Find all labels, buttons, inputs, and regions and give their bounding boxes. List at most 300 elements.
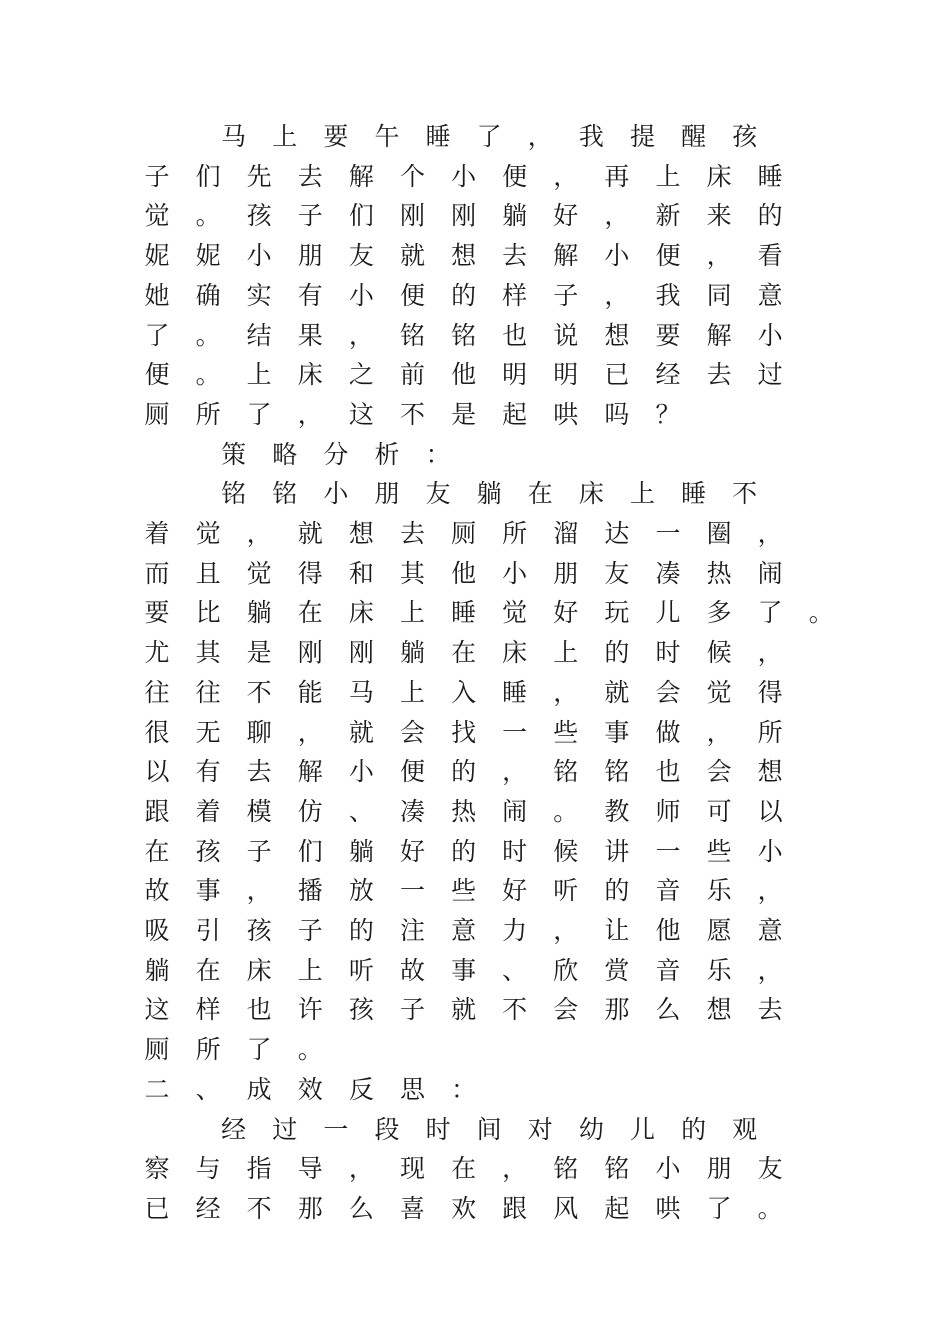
text-char: 说 bbox=[553, 320, 579, 350]
text-char: 觉 bbox=[195, 519, 221, 548]
text-char: 意 bbox=[451, 916, 477, 945]
text-char: 了 bbox=[246, 1035, 272, 1065]
text-line bbox=[0, 911, 950, 951]
text-char: 策 bbox=[221, 439, 247, 469]
text-char: 觉 bbox=[246, 558, 272, 588]
text-char: 故 bbox=[399, 955, 425, 985]
text-char: 凑 bbox=[655, 558, 681, 588]
text-char: 不 bbox=[502, 995, 528, 1025]
text-char: 想 bbox=[604, 320, 630, 350]
text-char: 已 bbox=[144, 1193, 170, 1223]
text-char: 效 bbox=[297, 1074, 323, 1104]
text-char: 孩 bbox=[348, 995, 374, 1025]
text-char: 分 bbox=[323, 439, 349, 469]
text-char: 新 bbox=[655, 201, 681, 231]
text-line bbox=[0, 117, 950, 157]
text-char: 时 bbox=[655, 638, 681, 668]
text-char: ， bbox=[348, 320, 374, 350]
text-char: 小 bbox=[502, 558, 528, 588]
text-char: 么 bbox=[348, 1193, 374, 1223]
text-line bbox=[0, 276, 950, 316]
text-char: 解 bbox=[553, 241, 579, 271]
text-char: 她 bbox=[144, 280, 170, 310]
text-line bbox=[0, 435, 950, 475]
text-char: 床 bbox=[246, 955, 272, 985]
text-char: 跟 bbox=[502, 1193, 528, 1223]
text-char: 模 bbox=[246, 796, 272, 826]
text-char: 上 bbox=[399, 677, 425, 707]
text-char: 去 bbox=[502, 241, 528, 271]
text-char: 马 bbox=[221, 122, 247, 151]
text-char: 床 bbox=[348, 598, 374, 628]
text-char: ， bbox=[757, 638, 783, 668]
text-char: 上 bbox=[246, 360, 272, 390]
text-char: 子 bbox=[246, 836, 272, 866]
text-char: 注 bbox=[399, 916, 425, 945]
text-char: 意 bbox=[757, 916, 783, 945]
text-char: ， bbox=[297, 399, 323, 429]
text-char: 候 bbox=[553, 836, 579, 866]
text-char: 往 bbox=[195, 677, 221, 707]
text-char: 解 bbox=[348, 161, 374, 191]
text-char: 刚 bbox=[451, 201, 477, 231]
text-char: 不 bbox=[246, 1193, 272, 1223]
text-line bbox=[0, 990, 950, 1030]
text-line bbox=[0, 1110, 950, 1150]
text-line bbox=[0, 1070, 950, 1110]
text-char: 许 bbox=[297, 995, 323, 1025]
text-char: 觉 bbox=[144, 201, 170, 231]
text-char: ， bbox=[757, 876, 783, 906]
text-line bbox=[0, 316, 950, 356]
text-char: 在 bbox=[195, 955, 221, 985]
text-char: 铭 bbox=[604, 1154, 630, 1184]
text-char: 对 bbox=[527, 1114, 553, 1144]
text-char: 经 bbox=[655, 360, 681, 390]
text-char: 乐 bbox=[706, 876, 732, 906]
text-char: 而 bbox=[144, 558, 170, 588]
text-char: 所 bbox=[195, 1035, 221, 1065]
text-line bbox=[0, 673, 950, 713]
text-char: 聊 bbox=[246, 717, 272, 747]
text-char: ： bbox=[425, 439, 451, 469]
text-char: 前 bbox=[399, 360, 425, 390]
text-char: 床 bbox=[297, 360, 323, 390]
text-char: 同 bbox=[706, 280, 732, 310]
text-char: 躺 bbox=[502, 201, 528, 231]
text-char: 意 bbox=[757, 280, 783, 310]
text-char: 躺 bbox=[399, 638, 425, 668]
text-char: 朋 bbox=[553, 558, 579, 588]
text-char: ， bbox=[502, 757, 528, 787]
text-char: 故 bbox=[144, 876, 170, 906]
text-char: ， bbox=[757, 955, 783, 985]
text-char: 在 bbox=[451, 1154, 477, 1184]
text-char: 指 bbox=[246, 1154, 272, 1184]
text-char: 觉 bbox=[706, 677, 732, 707]
text-char: 朋 bbox=[297, 241, 323, 271]
text-char: 睡 bbox=[451, 598, 477, 628]
text-char: 哄 bbox=[553, 399, 579, 429]
text-char: 友 bbox=[348, 241, 374, 271]
text-line bbox=[0, 1030, 950, 1070]
text-char: 他 bbox=[451, 360, 477, 390]
text-char: 厕 bbox=[144, 1035, 170, 1065]
text-char: ： bbox=[451, 1074, 477, 1104]
text-char: 一 bbox=[502, 717, 528, 747]
text-char: 欢 bbox=[451, 1193, 477, 1223]
text-char: 便 bbox=[655, 241, 681, 271]
text-char: 、 bbox=[348, 796, 374, 826]
text-char: 好 bbox=[553, 598, 579, 628]
text-char: 候 bbox=[706, 638, 732, 668]
text-char: 有 bbox=[297, 280, 323, 310]
text-char: 想 bbox=[706, 995, 732, 1025]
text-char: 孩 bbox=[732, 122, 758, 151]
text-char: 铭 bbox=[451, 320, 477, 350]
text-char: 察 bbox=[144, 1154, 170, 1184]
text-line bbox=[0, 474, 950, 514]
text-char: 子 bbox=[399, 995, 425, 1025]
text-char: 。 bbox=[757, 1193, 783, 1223]
text-char: 小 bbox=[604, 241, 630, 271]
text-char: 明 bbox=[502, 360, 528, 390]
text-char: 。 bbox=[297, 1035, 323, 1065]
text-char: 上 bbox=[272, 122, 298, 151]
text-char: 在 bbox=[144, 836, 170, 866]
text-char: 比 bbox=[195, 598, 221, 628]
text-char: 力 bbox=[502, 916, 528, 945]
text-char: 要 bbox=[655, 320, 681, 350]
text-line bbox=[0, 196, 950, 236]
text-char: 友 bbox=[425, 479, 451, 509]
text-char: 事 bbox=[195, 876, 221, 906]
text-char: 去 bbox=[399, 519, 425, 548]
text-char: 便 bbox=[399, 280, 425, 310]
text-char: 事 bbox=[451, 955, 477, 985]
text-char: 玩 bbox=[604, 598, 630, 628]
text-char: 铭 bbox=[553, 1154, 579, 1184]
text-char: 赏 bbox=[604, 955, 630, 985]
text-char: 与 bbox=[195, 1154, 221, 1184]
text-char: 其 bbox=[399, 558, 425, 588]
text-char: 去 bbox=[297, 161, 323, 191]
text-char: 刚 bbox=[297, 638, 323, 668]
text-char: 友 bbox=[604, 558, 630, 588]
text-char: 好 bbox=[502, 876, 528, 906]
text-char: 铭 bbox=[399, 320, 425, 350]
text-char: 午 bbox=[374, 122, 400, 151]
text-char: 上 bbox=[553, 638, 579, 668]
text-char: 喜 bbox=[399, 1193, 425, 1223]
text-char: 的 bbox=[451, 836, 477, 866]
text-char: 睡 bbox=[502, 677, 528, 707]
text-char: 躺 bbox=[348, 836, 374, 866]
text-line bbox=[0, 633, 950, 673]
text-char: ， bbox=[297, 717, 323, 747]
text-line bbox=[0, 1189, 950, 1229]
text-char: 也 bbox=[655, 757, 681, 787]
text-char: 刚 bbox=[399, 201, 425, 231]
text-char: 段 bbox=[374, 1114, 400, 1144]
text-char: 躺 bbox=[144, 955, 170, 985]
text-char: 析 bbox=[374, 439, 400, 469]
text-char: 在 bbox=[451, 638, 477, 668]
text-char: 现 bbox=[399, 1154, 425, 1184]
text-char: 上 bbox=[297, 955, 323, 985]
text-char: 听 bbox=[348, 955, 374, 985]
text-char: 会 bbox=[655, 677, 681, 707]
text-char: 再 bbox=[604, 161, 630, 191]
text-char: 去 bbox=[757, 995, 783, 1025]
text-line bbox=[0, 832, 950, 872]
text-char: 子 bbox=[297, 201, 323, 231]
text-line bbox=[0, 355, 950, 395]
text-char: 上 bbox=[399, 598, 425, 628]
text-char: 已 bbox=[604, 360, 630, 390]
text-char: ， bbox=[527, 122, 553, 151]
text-char: ， bbox=[553, 916, 579, 945]
text-char: 铭 bbox=[272, 479, 298, 509]
text-char: 。 bbox=[553, 796, 579, 826]
text-char: 躺 bbox=[476, 479, 502, 509]
text-char: 要 bbox=[323, 122, 349, 151]
text-char: 愿 bbox=[706, 916, 732, 945]
text-char: 不 bbox=[732, 479, 758, 509]
text-char: 子 bbox=[297, 916, 323, 945]
text-char: 的 bbox=[757, 201, 783, 231]
text-char: 。 bbox=[195, 320, 221, 350]
text-char: 幼 bbox=[578, 1114, 604, 1144]
text-char: 也 bbox=[246, 995, 272, 1025]
text-char: 那 bbox=[297, 1193, 323, 1223]
text-char: 些 bbox=[706, 836, 732, 866]
text-char: 观 bbox=[732, 1114, 758, 1144]
text-char: 子 bbox=[553, 280, 579, 310]
text-char: ？ bbox=[655, 399, 681, 429]
text-char: 些 bbox=[553, 717, 579, 747]
text-char: 床 bbox=[502, 638, 528, 668]
text-char: 个 bbox=[399, 161, 425, 191]
text-char: 不 bbox=[246, 677, 272, 707]
text-char: 上 bbox=[655, 161, 681, 191]
text-char: 样 bbox=[195, 995, 221, 1025]
text-char: 不 bbox=[399, 399, 425, 429]
text-char: 就 bbox=[348, 717, 374, 747]
text-char: 我 bbox=[578, 122, 604, 151]
text-char: 就 bbox=[297, 519, 323, 548]
text-char: 便 bbox=[144, 360, 170, 390]
text-char: 思 bbox=[399, 1074, 425, 1104]
text-line bbox=[0, 554, 950, 594]
text-char: 睡 bbox=[425, 122, 451, 151]
text-char: 孩 bbox=[195, 836, 221, 866]
text-char: 反 bbox=[348, 1074, 374, 1104]
text-char: 热 bbox=[706, 558, 732, 588]
text-char: 得 bbox=[757, 677, 783, 707]
text-char: 确 bbox=[195, 280, 221, 310]
text-line bbox=[0, 951, 950, 991]
text-char: 播 bbox=[297, 876, 323, 906]
text-char: 所 bbox=[502, 519, 528, 548]
text-char: 好 bbox=[399, 836, 425, 866]
text-char: 要 bbox=[144, 598, 170, 628]
text-char: 想 bbox=[757, 757, 783, 787]
text-char: 一 bbox=[323, 1114, 349, 1144]
text-char: 解 bbox=[297, 757, 323, 787]
text-char: 儿 bbox=[655, 598, 681, 628]
text-char: 一 bbox=[655, 519, 681, 548]
text-line bbox=[0, 593, 950, 633]
text-char: 朋 bbox=[706, 1154, 732, 1184]
text-char: 过 bbox=[272, 1114, 298, 1144]
text-char: 这 bbox=[348, 399, 374, 429]
text-char: 有 bbox=[195, 757, 221, 787]
text-char: 以 bbox=[757, 796, 783, 826]
text-char: 仿 bbox=[297, 796, 323, 826]
text-char: 讲 bbox=[604, 836, 630, 866]
text-char: 且 bbox=[195, 558, 221, 588]
text-char: 他 bbox=[655, 916, 681, 945]
text-char: 马 bbox=[348, 677, 374, 707]
text-char: 会 bbox=[399, 717, 425, 747]
text-char: 他 bbox=[451, 558, 477, 588]
text-char: 孩 bbox=[246, 201, 272, 231]
text-char: 热 bbox=[451, 796, 477, 826]
text-char: 在 bbox=[297, 598, 323, 628]
text-char: 一 bbox=[399, 876, 425, 906]
text-char: 也 bbox=[502, 320, 528, 350]
text-char: 。 bbox=[195, 360, 221, 390]
text-char: 之 bbox=[348, 360, 374, 390]
text-char: 们 bbox=[195, 161, 221, 191]
text-char: ， bbox=[757, 519, 783, 548]
text-char: 跟 bbox=[144, 796, 170, 826]
text-char: 二 bbox=[144, 1074, 170, 1104]
text-char: 小 bbox=[246, 241, 272, 271]
text-char: 多 bbox=[706, 598, 732, 628]
text-char: 解 bbox=[706, 320, 732, 350]
text-char: ， bbox=[553, 677, 579, 707]
text-char: 刚 bbox=[348, 638, 374, 668]
text-char: 小 bbox=[348, 757, 374, 787]
text-char: 一 bbox=[655, 836, 681, 866]
text-char: 放 bbox=[348, 876, 374, 906]
text-char: 吗 bbox=[604, 399, 630, 429]
text-char: 闹 bbox=[757, 558, 783, 588]
text-char: 提 bbox=[629, 122, 655, 151]
text-line bbox=[0, 514, 950, 554]
text-char: 的 bbox=[451, 757, 477, 787]
text-char: 的 bbox=[604, 638, 630, 668]
text-char: 是 bbox=[451, 399, 477, 429]
text-char: 教 bbox=[604, 796, 630, 826]
text-char: 想 bbox=[451, 241, 477, 271]
text-char: 以 bbox=[144, 757, 170, 787]
text-char: 音 bbox=[655, 955, 681, 985]
text-char: 了 bbox=[476, 122, 502, 151]
text-char: 妮 bbox=[144, 241, 170, 271]
text-line bbox=[0, 236, 950, 276]
text-char: 。 bbox=[808, 598, 834, 628]
text-char: 妮 bbox=[195, 241, 221, 271]
text-char: 些 bbox=[451, 876, 477, 906]
text-char: 小 bbox=[348, 280, 374, 310]
text-char: 上 bbox=[629, 479, 655, 509]
text-char: 过 bbox=[757, 360, 783, 390]
text-char: ， bbox=[502, 1154, 528, 1184]
text-char: 便 bbox=[399, 757, 425, 787]
text-char: 在 bbox=[527, 479, 553, 509]
text-char: 醒 bbox=[681, 122, 707, 151]
text-char: 尤 bbox=[144, 638, 170, 668]
text-line bbox=[0, 871, 950, 911]
text-char: 去 bbox=[706, 360, 732, 390]
text-char: 无 bbox=[195, 717, 221, 747]
text-char: ， bbox=[706, 717, 732, 747]
text-char: 、 bbox=[502, 955, 528, 985]
text-char: 得 bbox=[297, 558, 323, 588]
text-char: 圈 bbox=[706, 519, 732, 548]
text-char: 铭 bbox=[221, 479, 247, 509]
text-char: ， bbox=[604, 201, 630, 231]
text-char: 经 bbox=[221, 1114, 247, 1144]
text-char: 会 bbox=[553, 995, 579, 1025]
text-char: 们 bbox=[348, 201, 374, 231]
text-char: 实 bbox=[246, 280, 272, 310]
text-char: 样 bbox=[502, 280, 528, 310]
text-char: 凑 bbox=[399, 796, 425, 826]
text-char: 们 bbox=[297, 836, 323, 866]
text-char: 来 bbox=[706, 201, 732, 231]
text-char: 结 bbox=[246, 320, 272, 350]
text-char: 事 bbox=[604, 717, 630, 747]
text-char: 导 bbox=[297, 1154, 323, 1184]
text-char: 间 bbox=[476, 1114, 502, 1144]
text-char: 子 bbox=[144, 161, 170, 191]
text-char: 起 bbox=[502, 399, 528, 429]
text-char: 那 bbox=[604, 995, 630, 1025]
text-line bbox=[0, 157, 950, 197]
text-char: 么 bbox=[655, 995, 681, 1025]
text-char: 听 bbox=[553, 876, 579, 906]
text-char: 床 bbox=[578, 479, 604, 509]
text-char: 小 bbox=[323, 479, 349, 509]
text-char: 达 bbox=[604, 519, 630, 548]
text-char: 的 bbox=[604, 876, 630, 906]
text-char: 会 bbox=[706, 757, 732, 787]
text-char: 风 bbox=[553, 1193, 579, 1223]
text-char: 铭 bbox=[604, 757, 630, 787]
text-char: 就 bbox=[451, 995, 477, 1025]
text-char: 了 bbox=[144, 320, 170, 350]
text-char: ， bbox=[553, 161, 579, 191]
text-line bbox=[0, 713, 950, 753]
text-char: 欣 bbox=[553, 955, 579, 985]
text-char: 的 bbox=[451, 280, 477, 310]
text-char: 觉 bbox=[502, 598, 528, 628]
text-char: 了 bbox=[706, 1193, 732, 1223]
text-char: 起 bbox=[604, 1193, 630, 1223]
text-char: 小 bbox=[655, 1154, 681, 1184]
text-line bbox=[0, 752, 950, 792]
text-char: 溜 bbox=[553, 519, 579, 548]
text-char: 闹 bbox=[502, 796, 528, 826]
text-char: 厕 bbox=[144, 399, 170, 429]
text-char: 音 bbox=[655, 876, 681, 906]
text-char: 入 bbox=[451, 677, 477, 707]
text-line bbox=[0, 792, 950, 832]
